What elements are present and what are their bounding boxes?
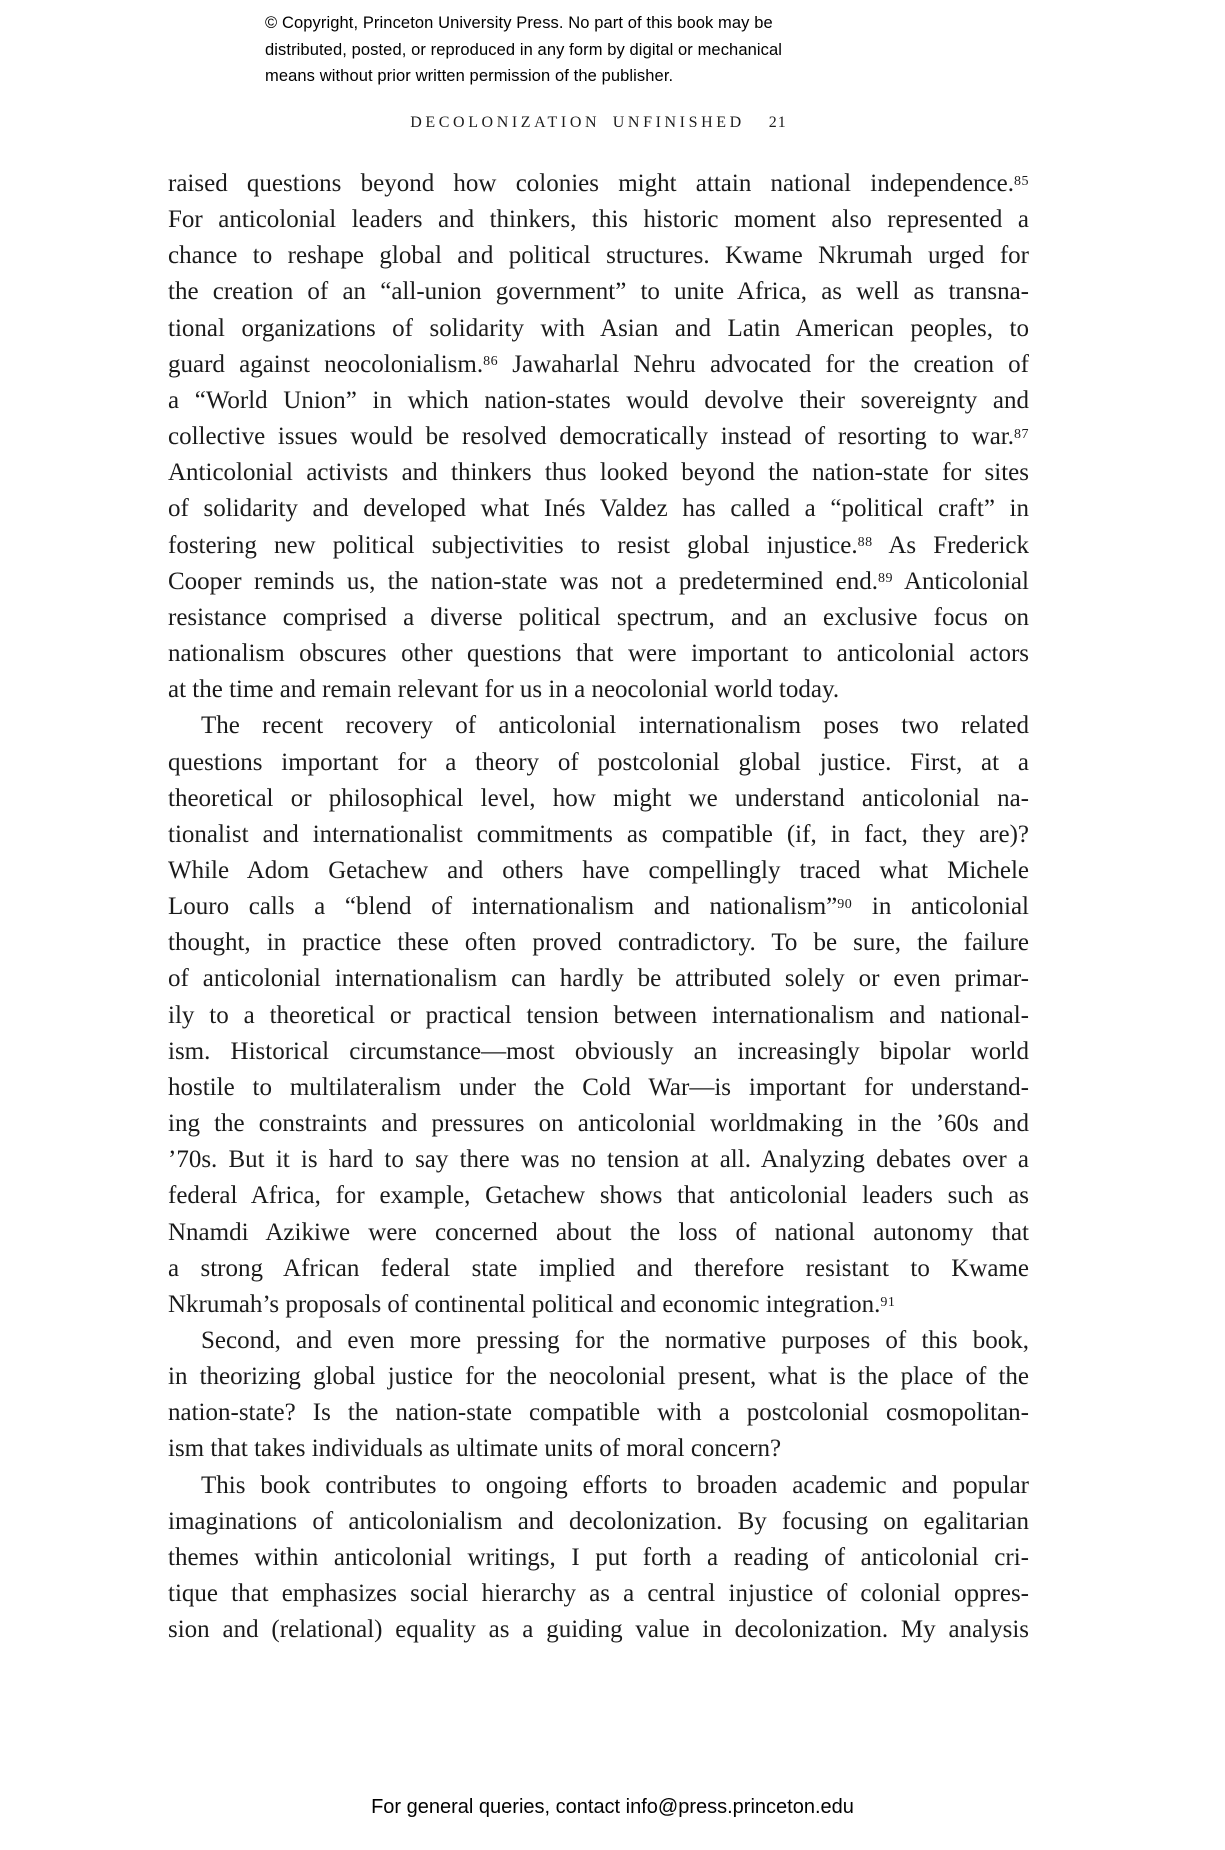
copyright-line: distributed, posted, or reproduced in any form by digital or mechanical <box>265 40 783 59</box>
body-line: For anticolonial leaders and thinkers, this historic moment also represented a <box>168 206 1029 234</box>
body-line: tionalist and internationalist commitments as compatible (if, in fact, they are)? <box>168 820 1029 848</box>
body-line: a “World Union” in which nation-states would devolve their sovereignty and <box>168 386 1029 414</box>
body-line: a strong African federal state implied and therefore resistant to Kwame <box>168 1254 1029 1282</box>
body-line: sion and (relational) equality as a guiding value in decolonization. My analysis <box>168 1616 1029 1644</box>
body-line: thought, in practice these often proved contradictory. To be sure, the failure <box>168 929 1029 957</box>
body-line: fostering new political subjectivities to resist global injustice.$^{88}$ As Frederick <box>168 531 1029 559</box>
paragraph <box>168 166 1029 708</box>
footnote-marker: 86 <box>483 354 499 370</box>
body-line: raised questions beyond how colonies might attain national independence.$^{85}$ <box>168 170 1029 197</box>
copyright-line: means without prior written permission of the publisher. <box>265 67 674 85</box>
body-line: Nnamdi Azikiwe were concerned about the loss of national autonomy that <box>168 1218 1029 1246</box>
footer-query-notice: For general queries, contact info@press.princeton.edu <box>371 1796 854 1818</box>
body-line: This book contributes to ongoing efforts to broaden academic and popular <box>201 1471 1029 1499</box>
body-line: the creation of an “all-union government” to unite Africa, as well as transna- <box>168 278 1029 306</box>
body-line: federal Africa, for example, Getachew shows that anticolonial leaders such as <box>168 1182 1029 1210</box>
footnote-marker: 90 <box>837 896 853 912</box>
body-line: themes within anticolonial writings, I put forth a reading of anticolonial cri- <box>168 1543 1029 1571</box>
running-head <box>168 114 1029 132</box>
body-line: questions important for a theory of postcolonial global justice. First, at a <box>168 748 1029 776</box>
body-text <box>168 166 1029 1648</box>
body-line: Louro calls a “blend of internationalism and nationalism”$^{90}$ in anticolonial <box>168 893 1029 921</box>
body-line: nationalism obscures other questions that were important to anticolonial actors <box>168 640 1029 668</box>
body-line: Nkrumah’s proposals of continental political and economic integration.$^{91}$ <box>168 1290 896 1318</box>
page-number: 21 <box>768 114 787 131</box>
body-line: collective issues would be resolved democratically instead of resorting to war.$^{87}$ <box>168 423 1029 451</box>
body-line: Second, and even more pressing for the normative purposes of this book, <box>201 1327 1029 1354</box>
copyright-line: © Copyright, Princeton University Press. No part of this book may be <box>265 14 773 32</box>
body-line: The recent recovery of anticolonial internationalism poses two related <box>201 712 1029 740</box>
body-line: ism that takes individuals as ultimate units of moral concern? <box>168 1435 782 1463</box>
body-line: While Adom Getachew and others have compellingly traced what Michele <box>168 856 1029 884</box>
body-line: Cooper reminds us, the nation-state was not a predetermined end.$^{89}$ Anticolonial <box>168 567 1029 595</box>
body-line: guard against neocolonialism.$^{86}$ Jawaharlal Nehru advocated for the creation of <box>168 350 1029 378</box>
body-line: at the time and remain relevant for us in a neocolonial world today. <box>168 676 840 704</box>
body-line: Anticolonial activists and thinkers thus looked beyond the nation-state for sites <box>168 459 1029 487</box>
body-line: of anticolonial internationalism can hardly be attributed solely or even primar- <box>168 965 1029 993</box>
paragraph <box>168 708 1029 1323</box>
footnote-marker: 89 <box>877 571 893 587</box>
body-line: theoretical or philosophical level, how might we understand anticolonial na- <box>168 784 1029 812</box>
footnote-marker: 85 <box>1014 173 1029 189</box>
body-line: tique that emphasizes social hierarchy as a central injustice of colonial oppres- <box>168 1580 1029 1608</box>
body-line: ing the constraints and pressures on anticolonial worldmaking in the ’60s and <box>168 1110 1029 1138</box>
body-line: ’70s. But it is hard to say there was no tension at all. Analyzing debates over a <box>168 1146 1029 1174</box>
body-line: imaginations of anticolonialism and decolonization. By focusing on egalitarian <box>168 1507 1029 1535</box>
running-head-title: DECOLONIZATION UNFINISHED <box>410 114 745 131</box>
body-line: hostile to multilateralism under the Cold War—is important for understand- <box>168 1073 1029 1101</box>
body-line: nation-state? Is the nation-state compatible with a postcolonial cosmopolitan- <box>168 1399 1029 1427</box>
body-line: ism. Historical circumstance—most obviously an increasingly bipolar world <box>168 1037 1029 1065</box>
body-line: of solidarity and developed what Inés Valdez has called a “political craft” in <box>168 495 1029 523</box>
body-line: tional organizations of solidarity with Asian and Latin American peoples, to <box>168 314 1029 342</box>
footnote-marker: 87 <box>1014 426 1029 442</box>
footnote-marker: 88 <box>857 535 873 551</box>
paragraph <box>168 1468 1029 1649</box>
footnote-marker: 91 <box>880 1294 896 1310</box>
body-line: resistance comprised a diverse political spectrum, and an exclusive focus on <box>168 603 1029 631</box>
body-line: in theorizing global justice for the neocolonial present, what is the place of the <box>168 1363 1029 1391</box>
paragraph <box>168 1323 1029 1468</box>
copyright-notice <box>265 10 782 90</box>
body-line: chance to reshape global and political structures. Kwame Nkrumah urged for <box>168 242 1029 270</box>
body-line: ily to a theoretical or practical tension between internationalism and national- <box>168 1001 1029 1029</box>
